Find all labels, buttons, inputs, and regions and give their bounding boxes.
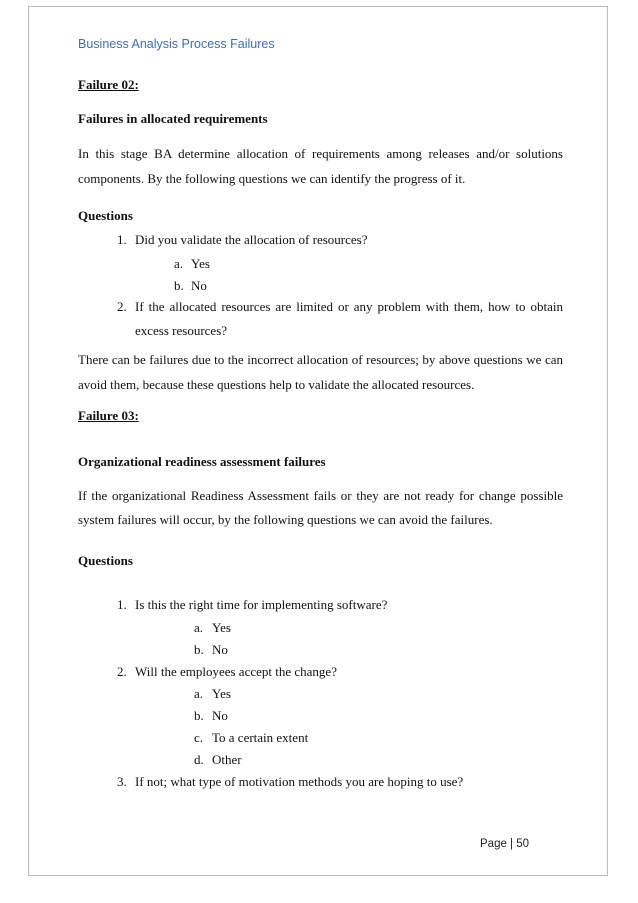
list-number: 1. — [117, 232, 127, 247]
list-number: 3. — [117, 774, 127, 789]
failure-02-q1-option-a: Yes — [191, 256, 210, 271]
list-letter: a. — [194, 620, 204, 635]
failure-03-heading: Failure 03: — [78, 408, 139, 423]
failure-02-question-2-line-2: excess resources? — [135, 323, 228, 338]
list-number: 2. — [117, 299, 127, 314]
running-header: Business Analysis Process Failures — [78, 37, 275, 51]
list-number: 1. — [117, 597, 127, 612]
list-letter: b. — [174, 278, 184, 293]
page-number: Page | 50 — [480, 838, 530, 850]
failure-02-conclusion-line-2: avoid them, because these questions help to validate the allocated resources. — [78, 377, 475, 392]
failure-03-q1-option-a: Yes — [212, 620, 231, 635]
failure-03-question-3: If not; what type of motivation methods you are hoping to use? — [135, 774, 464, 789]
list-letter: c. — [194, 730, 204, 745]
failure-02-q1-option-b: No — [191, 278, 207, 293]
failure-03-q2-option-a: Yes — [212, 686, 231, 701]
list-letter: a. — [174, 256, 184, 271]
list-letter: a. — [194, 686, 204, 701]
failure-02-conclusion-line-1: There can be failures due to the incorrect allocation of resources; by above questions we can — [78, 352, 563, 367]
failure-02-intro-line-1: In this stage BA determine allocation of requirements among releases and/or solutions — [78, 146, 563, 161]
failure-02-questions-label: Questions — [78, 208, 133, 223]
failure-03-q2-option-d: Other — [212, 752, 242, 767]
failure-03-subheading: Organizational readiness assessment failures — [78, 454, 326, 469]
failure-02-question-1: Did you validate the allocation of resources? — [135, 232, 368, 247]
failure-03-intro-line-2: system failures will occur, by the following questions we can avoid the failures. — [78, 512, 493, 527]
list-number: 2. — [117, 664, 127, 679]
page-border — [28, 6, 608, 876]
failure-03-q2-option-b: No — [212, 708, 228, 723]
list-letter: b. — [194, 642, 204, 657]
failure-02-question-2-line-1: If the allocated resources are limited or any problem with them, how to obtain — [135, 299, 563, 314]
failure-03-q1-option-b: No — [212, 642, 228, 657]
list-letter: b. — [194, 708, 204, 723]
failure-02-intro-line-2: components. By the following questions we can identify the progress of it. — [78, 171, 466, 186]
failure-03-question-2: Will the employees accept the change? — [135, 664, 337, 679]
list-letter: d. — [194, 752, 204, 767]
failure-03-q2-option-c: To a certain extent — [212, 730, 309, 745]
failure-03-questions-label: Questions — [78, 553, 133, 568]
failure-03-question-1: Is this the right time for implementing software? — [135, 597, 388, 612]
failure-02-heading: Failure 02: — [78, 77, 139, 92]
failure-02-subheading: Failures in allocated requirements — [78, 111, 268, 126]
failure-03-intro-line-1: If the organizational Readiness Assessment fails or they are not ready for change possible — [78, 488, 563, 503]
